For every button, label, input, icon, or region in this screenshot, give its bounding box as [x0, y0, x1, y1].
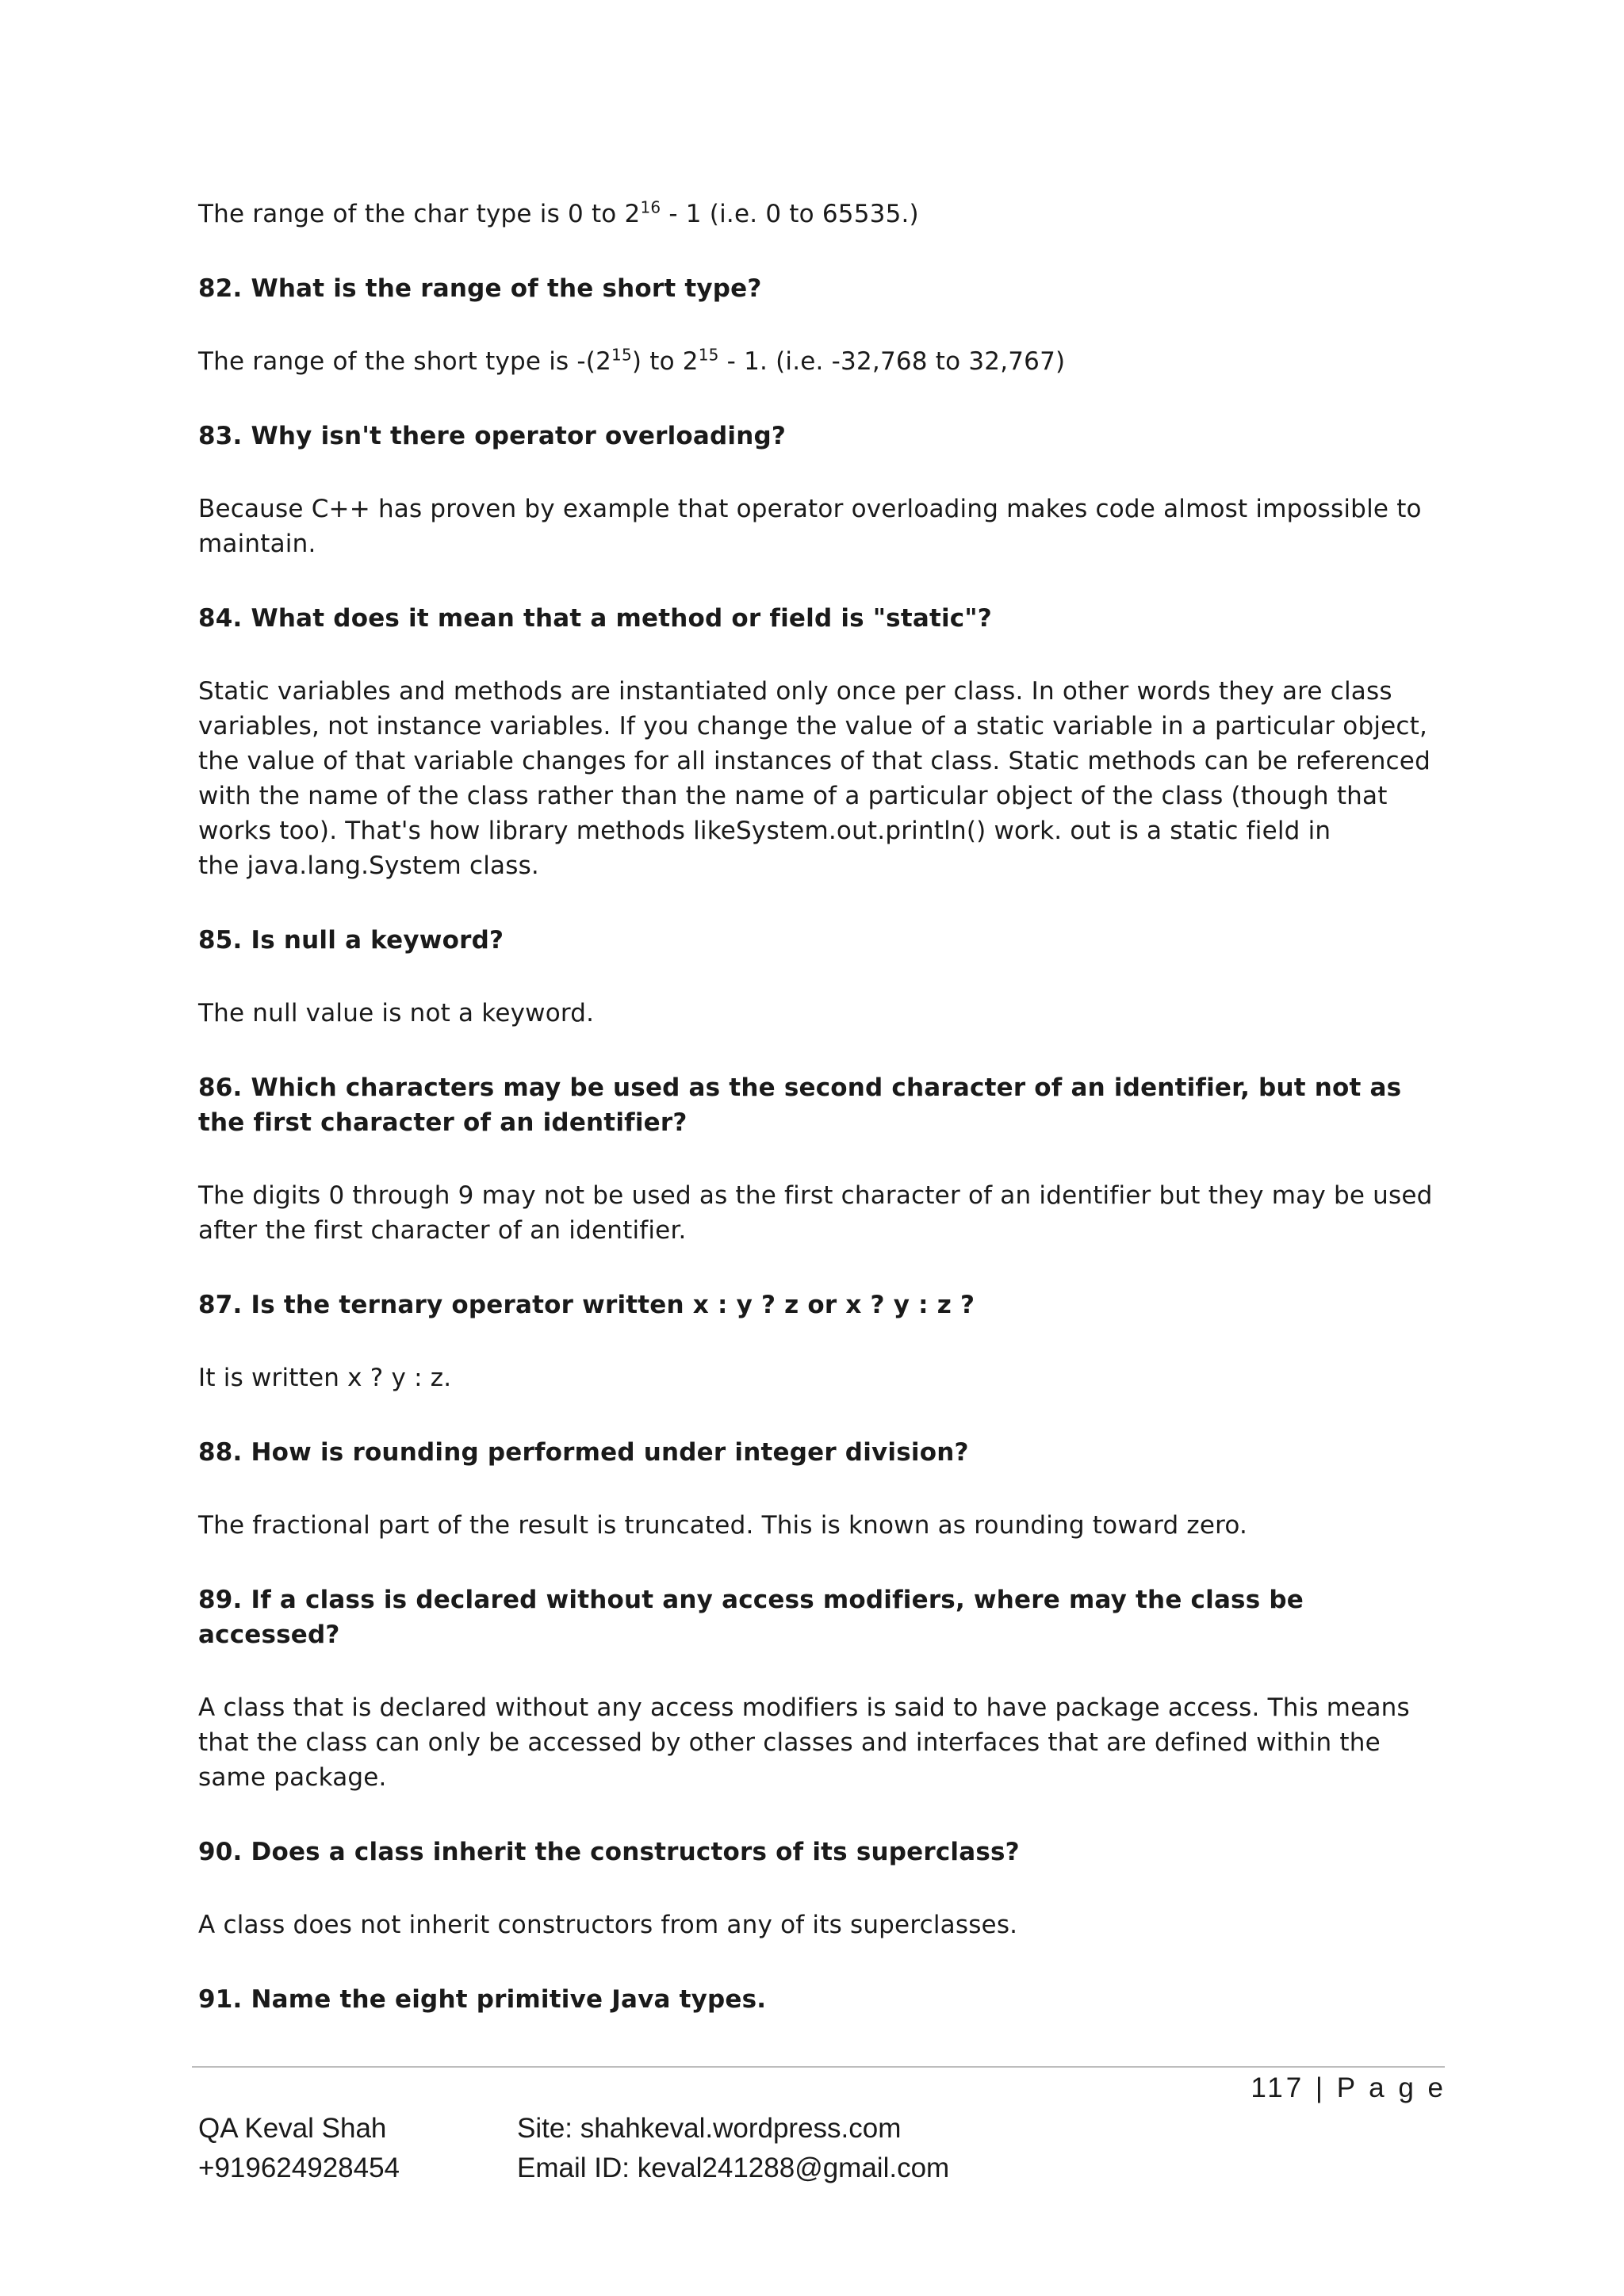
char-range-text [198, 197, 1451, 232]
question-86 [198, 1070, 1451, 1140]
footer-author: QA Keval Shah [198, 2113, 387, 2144]
answer-line: It is written x ? y : z. [198, 1364, 452, 1392]
answer-82-exponent-2: 15 [698, 345, 719, 365]
question-83: 83. Why isn't there operator overloading? [198, 422, 787, 450]
answer-87 [198, 1360, 1451, 1395]
answer-line: A class does not inherit constructors from any of its superclasses. [198, 1911, 1018, 1939]
answer-88 [198, 1508, 1451, 1543]
question-82: 82. What is the range of the short type? [198, 274, 762, 303]
footer-site: Site: shahkeval.wordpress.com [517, 2113, 902, 2144]
answer-line: the value of that variable changes for all instances of that class. Static methods can be referenced [198, 747, 1431, 775]
answer-85 [198, 996, 1451, 1031]
answer-83 [198, 492, 1451, 561]
answer-line: same package. [198, 1763, 387, 1792]
footer-phone: +919624928454 [198, 2152, 400, 2183]
question-line: 86. Which characters may be used as the second character of an identifier, but not as [198, 1073, 1402, 1102]
answer-line: that the class can only be accessed by other classes and interfaces that are defined within the [198, 1728, 1381, 1757]
answer-86 [198, 1178, 1451, 1248]
answer-line: The fractional part of the result is truncated. This is known as rounding toward zero. [198, 1511, 1248, 1540]
answer-line: The null value is not a keyword. [198, 999, 595, 1027]
answer-90 [198, 1908, 1451, 1942]
answer-line: A class that is declared without any access modifiers is said to have package access. This means [198, 1693, 1410, 1722]
answer-84 [198, 674, 1451, 883]
question-85: 85. Is null a keyword? [198, 926, 504, 955]
question-88: 88. How is rounding performed under integer division? [198, 1438, 969, 1467]
answer-89 [198, 1690, 1451, 1795]
answer-line: maintain. [198, 530, 316, 558]
answer-82 [198, 344, 1451, 379]
question-line: the first character of an identifier? [198, 1108, 688, 1137]
char-range-suffix: - 1 (i.e. 0 to 65535.) [661, 200, 919, 228]
char-range-exponent: 16 [640, 197, 661, 217]
answer-line: Static variables and methods are instantiated only once per class. In other words they are class [198, 677, 1392, 706]
question-line: accessed? [198, 1621, 340, 1649]
page-content [198, 197, 1451, 2055]
footer-email: Email ID: keval241288@gmail.com [517, 2152, 950, 2183]
answer-line: the java.lang.System class. [198, 851, 539, 880]
question-87: 87. Is the ternary operator written x : y ? z or x ? y : z ? [198, 1291, 975, 1319]
answer-line: with the name of the class rather than the name of a particular object of the class (though that [198, 782, 1388, 810]
answer-82-part-2: ) to 2 [631, 347, 699, 376]
footer-divider [192, 2066, 1445, 2068]
question-91: 91. Name the eight primitive Java types. [198, 1985, 767, 2014]
answer-line: The digits 0 through 9 may not be used as the first character of an identifier but they may be used [198, 1181, 1433, 1210]
answer-line: Because C++ has proven by example that operator overloading makes code almost impossible to [198, 495, 1422, 523]
answer-line: works too). That's how library methods likeSystem.out.println() work. out is a static field in [198, 817, 1331, 845]
answer-82-part-3: - 1. (i.e. -32,768 to 32,767) [718, 347, 1066, 376]
question-line: 89. If a class is declared without any access modifiers, where may the class be [198, 1586, 1304, 1614]
question-90: 90. Does a class inherit the constructors of its superclass? [198, 1838, 1020, 1866]
char-range-prefix: The range of the char type is 0 to 2 [198, 200, 641, 228]
answer-line: variables, not instance variables. If you change the value of a static variable in a particular object, [198, 712, 1428, 740]
answer-82-exponent-1: 15 [611, 345, 632, 365]
answer-82-part-1: The range of the short type is -(2 [198, 347, 612, 376]
footer-contact-block [517, 2109, 949, 2188]
footer-author-block [198, 2109, 400, 2188]
question-89 [198, 1582, 1451, 1652]
question-84: 84. What does it mean that a method or field is "static"? [198, 604, 992, 633]
page-number: 117 | P a g e [1251, 2072, 1446, 2103]
answer-line: after the first character of an identifier. [198, 1216, 687, 1245]
